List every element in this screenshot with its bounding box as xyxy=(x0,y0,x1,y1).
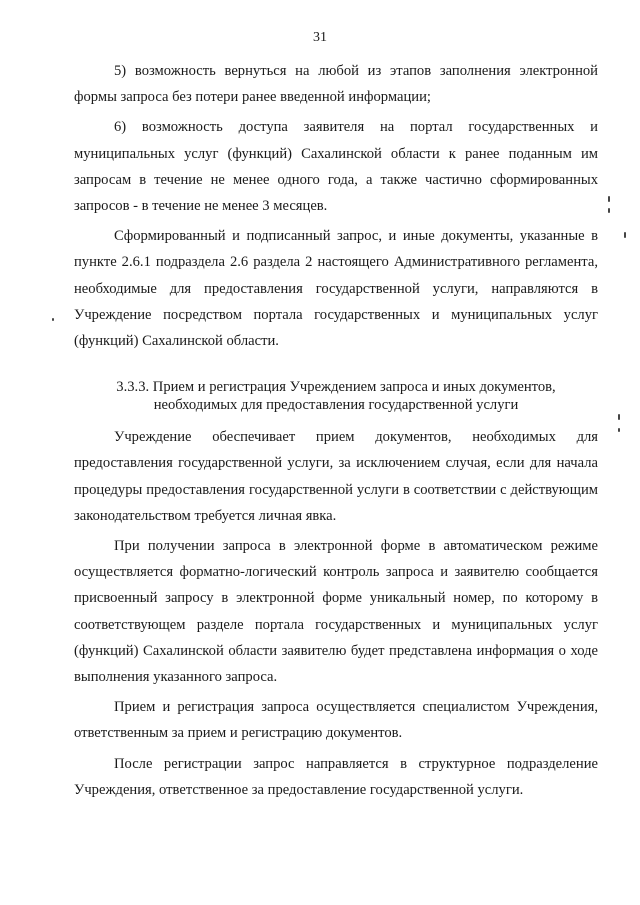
document-body xyxy=(74,58,598,803)
scan-mark xyxy=(618,414,620,420)
paragraph-submission: Сформированный и подписанный запрос, и иные документы, указанные в пункте 2.6.1 подраздела 2.6 раздела 2 настоящего Административного регламента, необходимые для предоставления государственной услуги, направляются в Учреждение посредством портала государственных и муниципальных услуг (функций) Сахалинской области. xyxy=(74,228,598,350)
section-heading-line-2: необходимых для предоставления государственной услуги xyxy=(153,397,519,414)
paragraph-acceptance: Учреждение обеспечивает прием документов, необходимых для предоставления государственной услуги, за исключением случая, если для начала процедуры предоставления государственной услуги в соответствии с действующим законодательством требуется личная явка. xyxy=(74,429,598,524)
scan-mark xyxy=(608,208,610,213)
paragraph-electronic-request: При получении запроса в электронной форме в автоматическом режиме осуществляется форматно-логический контроль запроса и заявителю сообщается присвоенный запросу в электронной форме уникальный номер, по которому в соответствующем разделе портала государственных и муниципальных услуг (функций) Сахалинской области заявителю будет представлена информация о ходе выполнения указанного запроса. xyxy=(74,538,598,686)
paragraph-forwarding: После регистрации запрос направляется в структурное подразделение Учреждения, ответственное за предоставление государственной услуги. xyxy=(74,755,598,798)
scan-mark xyxy=(618,428,620,432)
paragraph-item-6: 6) возможность доступа заявителя на портал государственных и муниципальных услуг (функций) Сахалинской области к ранее поданным им запросам в течение не менее одного года, а также частично сформированных запросов - в течение не менее 3 месяцев. xyxy=(74,119,598,215)
paragraph-registration: Прием и регистрация запроса осуществляется специалистом Учреждения, ответственным за прием и регистрацию документов. xyxy=(74,699,598,742)
scan-mark xyxy=(52,318,54,321)
paragraph-item-5: 5) возможность вернуться на любой из этапов заполнения электронной формы запроса без потери ранее введенной информации; xyxy=(74,63,598,106)
scan-mark xyxy=(608,196,610,202)
section-heading-line-1: 3.3.3. Прием и регистрация Учреждением запроса и иных документов, xyxy=(116,379,556,396)
section-heading xyxy=(74,378,598,414)
page-number: 31 xyxy=(313,30,327,45)
scan-mark xyxy=(624,232,626,238)
